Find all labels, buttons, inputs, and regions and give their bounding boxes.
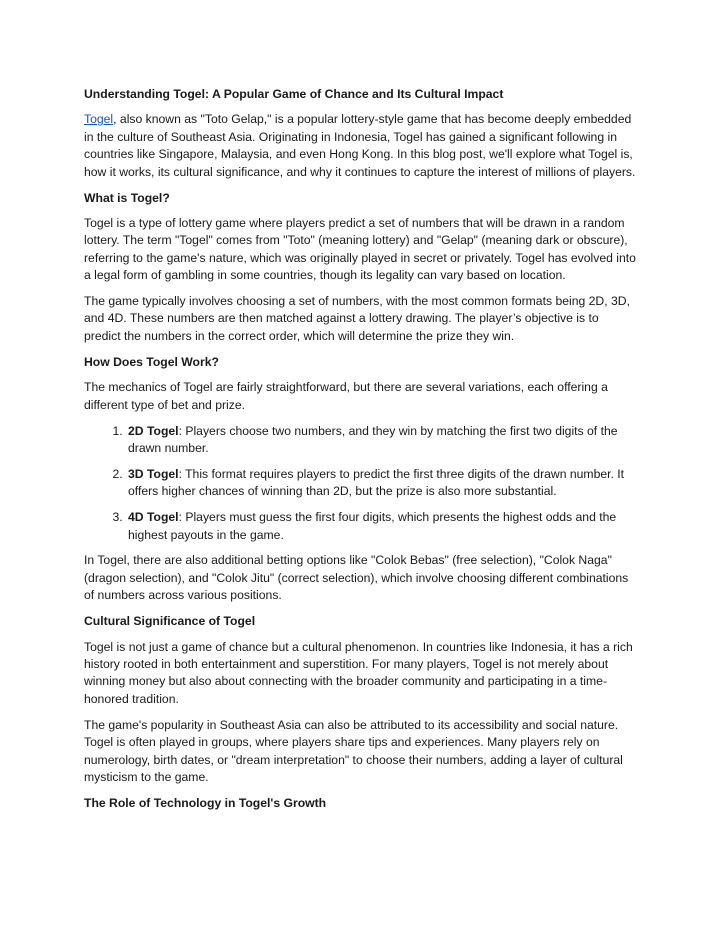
list-item <box>126 509 636 544</box>
what-paragraph-2: The game typically involves choosing a set of numbers, with the most common formats being 2D, 3D, and 4D. These numbers are then matched against a lottery drawing. The player’s objective is to predict the numbers in the correct order, which will determine the prize they win. <box>84 294 630 343</box>
what-paragraph-1: Togel is a type of lottery game where players predict a set of numbers that will be drawn in a random lottery. The term "Togel" comes from "Toto" (meaning lottery) and "Gelap" (meaning dark or obscure), referring to the game's nature, which was originally played in secret or privately. Togel has evolved into a legal form of gambling in some countries, though its legality can vary based on location. <box>84 215 636 283</box>
list-item-text: : This format requires players to predict the first three digits of the drawn number. It offers higher chances of winning than 2D, but the prize is also more substantial. <box>128 466 625 499</box>
togel-link[interactable]: Togel <box>84 112 114 127</box>
list-item-text: : Players choose two numbers, and they win by matching the first two digits of the drawn number. <box>128 423 618 455</box>
list-item-term: 2D Togel <box>128 423 179 438</box>
list-item <box>126 423 636 458</box>
list-item-term: 3D Togel <box>128 466 179 481</box>
heading-cultural-significance: Cultural Significance of Togel <box>84 614 256 629</box>
heading-how-togel-works: How Does Togel Work? <box>84 354 219 369</box>
cultural-paragraph-1: Togel is not just a game of chance but a cultural phenomenon. In countries like Indonesia, it has a rich history rooted in both entertainment and superstition. For many players, Togel is not merely about winning money but also about connecting with the broader community and participating in a time-honored tradition. <box>84 639 633 706</box>
cultural-paragraph-2: The game's popularity in Southeast Asia can also be attributed to its accessibility and social nature. Togel is often played in groups, where players share tips and experiences. Many players rely on numerology, birth dates, or "dream interpretation" to choose their numbers, adding a layer of cultural mysticism to the game. <box>84 717 623 784</box>
document-title: Understanding Togel: A Popular Game of Chance and Its Cultural Impact <box>84 87 504 101</box>
how-paragraph-2: In Togel, there are also additional betting options like "Colok Bebas" (free selection), "Colok Naga" (dragon selection), and "Colok Jitu" (correct selection), which involve choosing different combinations of numbers across various positions. <box>84 553 629 603</box>
list-item-text: : Players must guess the first four digits, which presents the highest odds and the highest payouts in the game. <box>128 510 617 542</box>
list-item <box>126 466 636 501</box>
heading-technology-role: The Role of Technology in Togel's Growth <box>84 795 327 810</box>
intro-text: , also known as "Toto Gelap," is a popular lottery-style game that has become deeply embedded in the culture of Southeast Asia. Originating in Indonesia, Togel has gained a significant following in countries like Singapore, Malaysia, and even Hong Kong. In this blog post, we'll explore what Togel is, how it works, its cultural significance, and why it continues to capture the interest of millions of players. <box>84 112 636 179</box>
list-item-term: 4D Togel <box>128 510 179 525</box>
how-paragraph-1: The mechanics of Togel are fairly straightforward, but there are several variations, each offering a different type of bet and prize. <box>84 380 608 412</box>
heading-what-is-togel: What is Togel? <box>84 190 170 205</box>
formats-list <box>84 423 636 544</box>
intro-paragraph <box>84 111 636 181</box>
